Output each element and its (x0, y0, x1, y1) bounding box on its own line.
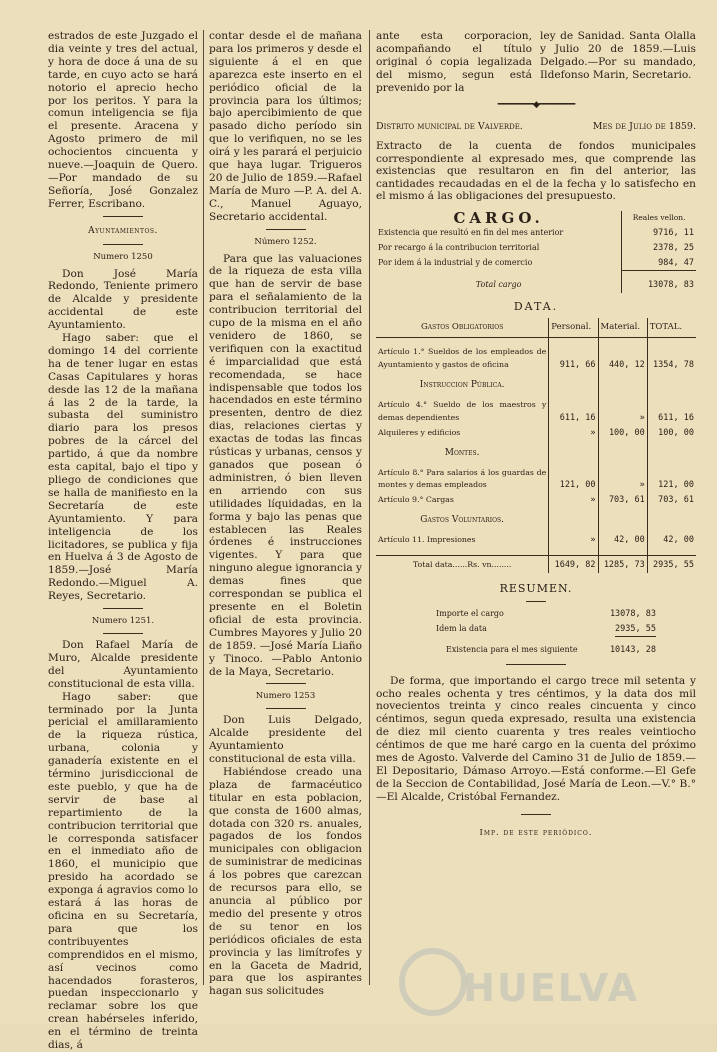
cargo-label: Por recargo á la contribucion territorial (378, 242, 540, 252)
table-row (376, 426, 696, 441)
resumen-label: Idem la data (436, 623, 487, 633)
divider (266, 229, 306, 230)
cell-material: 703, 61 (598, 493, 647, 508)
table-row (376, 241, 696, 256)
table-row (376, 533, 696, 555)
cell-personal: 911, 66 (549, 338, 598, 373)
ornament-divider: ━━━━━━━━◆━━━━━━━━ (497, 99, 575, 110)
column-rule (369, 30, 370, 985)
notice-title: Don José María Redondo, Teniente primero de Alcalde y presidente accidental de este Ayuntamiento. (48, 267, 198, 332)
cell-total: 100, 00 (647, 426, 696, 441)
divider (506, 664, 566, 665)
resumen-row (376, 622, 696, 638)
notice-title: Don Rafael María de Muro, Alcalde presidente del Ayuntamiento constitucional de esta villa. (48, 638, 198, 690)
table-row (376, 338, 696, 373)
notice-body: Hago saber: que el domingo 14 del corriente ha de tener lugar en estas Casas Capitulares y horas desde las 12 de la mañana á las 2 de la tarde, la subasta del suministro diario para los presos pobres de la cárcel del partido, á que da nombre esta capital, bajo el tipo y pliego de condiciones que se halla de manifiesto en la Secretaría de este Ayuntamiento. Y para inteligencia de los licitadores, se publica y fija en Huelva á 3 de Agosto de 1859.—José María Redondo.—Miguel A. Reyes, Secretario. (48, 332, 198, 603)
total-row (376, 556, 696, 573)
resumen-total-row (376, 638, 696, 658)
row-label: Artículo 4.° Sueldo de los maestros y demas dependientes (378, 399, 547, 422)
section-label: Instruccion Pública. (419, 380, 505, 390)
cell-total: 121, 00 (647, 466, 696, 494)
cell-total: 611, 16 (647, 398, 696, 426)
resumen-amount: 13078, 83 (609, 608, 656, 619)
table-row (376, 226, 696, 241)
mes-label: Mes de Julio de 1859. (592, 121, 696, 133)
resumen-label: Importe el cargo (436, 608, 504, 618)
cell-personal: » (549, 533, 598, 555)
cargo-total: 13078, 83 (622, 271, 696, 293)
cargo-title: CARGO. (453, 208, 544, 227)
cell-material: » (598, 466, 647, 494)
divider (103, 633, 143, 634)
watermark-text: HUELVA (463, 966, 639, 1010)
total-personal: 1649, 82 (549, 556, 598, 573)
distrito-label: Distrito municipal de Valverde. (376, 121, 523, 133)
row-label: Artículo 1.° Sueldos de los empleados de Ayuntamiento y gastos de oficina (378, 347, 547, 370)
row-label: Alquileres y edificios (378, 427, 461, 437)
text-right: ley de Sanidad. Santa Olalla y Julio 20 de 1859.—Luis Delgado.—Por su mandado, Ildefonso Marin, Secretario. (540, 30, 696, 81)
resumen-row (376, 607, 696, 622)
col-header: Material. (598, 318, 647, 337)
data-title: DATA. (513, 300, 559, 314)
cargo-label: Por idem á la industrial y de comercio (378, 258, 533, 268)
cell-material: 42, 00 (598, 533, 647, 555)
divider (521, 814, 551, 815)
resumen-amount: 2935, 55 (615, 623, 656, 637)
table-row (376, 493, 696, 508)
table-row (376, 398, 696, 426)
section-row (376, 441, 696, 466)
total-total: 2935, 55 (647, 556, 696, 573)
cargo-column-header: Reales vellon. (622, 211, 696, 226)
row-label: Artículo 9.° Cargas (378, 495, 454, 505)
continued-notice: contar desde el de mañana para los primeros y desde el siguiente á el en que aparezca este inserto en el periódico oficial de la provincia para los últimos; bajo apercibimiento de que pasado dicho período sin que lo verifiquen, no se les oirá y les parará el perjuicio que haya lugar. Trigueros 20 de Julio de 1859.—Rafael María de Muro —P. A. del A. C., Manuel Aguayo, Secretario accidental. (209, 30, 362, 223)
cell-material: 100, 00 (598, 426, 647, 441)
notice-number: Numero 1251. (91, 616, 155, 627)
cargo-label: Existencia que resultó en fin del mes anterior (378, 227, 564, 237)
divider (526, 601, 546, 602)
cargo-table (376, 208, 696, 294)
cell-material: » (598, 398, 647, 426)
column-3 (376, 30, 696, 840)
section-label: Gastos Voluntarios. (420, 515, 504, 526)
watermark-logo-icon (399, 948, 467, 1016)
text-left: ante esta corporacion, acompañando el título original ó copia legalizada del mismo, segun está prevenido por la (376, 30, 532, 94)
row-label: Artículo 8.° Para salarios á los guardas de montes y demas empleados (378, 467, 547, 490)
cargo-amount: 9716, 11 (622, 226, 696, 241)
column-1 (48, 30, 198, 1052)
cell-personal: » (549, 493, 598, 508)
closing-paragraph: De forma, que importando el cargo trece mil setenta y ocho reales ochenta y tres céntimos, y la data dos mil novecientos treinta y cinco reales cincuenta y cinco céntimos, segun queda expresado, resulta una existencia de diez mil ciento cuarenta y tres reales veintiocho céntimos de que me haré cargo en la cuenta del próximo mes de Agosto. Valverde del Camino 31 de Julio de 1859.—El Depositario, Dámaso Arroyo.—Está conforme.—El Gefe de la Seccion de Contabilidad, José María de Leon.—V.° B.°—El Alcalde, Cristóbal Fernandez. (376, 674, 696, 803)
notice-number: Numero 1250 (93, 251, 153, 262)
notice-title: Don Luis Delgado, Alcalde presidente del Ayuntamiento constitucional de esta villa. (209, 714, 362, 766)
divider (103, 216, 143, 217)
resumen-title: RESUMEN. (499, 581, 573, 595)
cargo-amount: 2378, 25 (622, 241, 696, 256)
notice-number: Número 1252. (254, 236, 317, 247)
table-row (376, 256, 696, 271)
col-header: Gastos Obligatorios (376, 318, 549, 337)
cell-total: 42, 00 (647, 533, 696, 555)
row-label: Artículo 11. Impresiones (378, 535, 476, 545)
data-table (376, 318, 696, 573)
table-row (376, 271, 696, 293)
divider (103, 608, 143, 609)
notice-body: Para que las valuaciones de la riqueza de esta villa que han de servir de base para el señalamiento de la contribucion territorial del cupo de la misma en el año venidero de 1860, se verifiquen con la exactitud é imparcialidad que está recomendada, se hace indispensable que todos los hacendados en este término presenten, dentro de diez dias, relaciones ciertas y exactas de todas las fincas rústicas y urbanas, censos y ganados que posean ó administren, ó bien lleven en arriendo con sus utilidades líquidadas, en la forma y bajo las penas que establecen las Reales órdenes é instrucciones vigentes. Y para que ninguno alegue ignorancia y demas fines que correspondan se publica el presente en el Boletin oficial de esta provincia. Cumbres Mayores y Julio 20 de 1859. —José María Liaño y Tinoco. —Pablo Antonio de la Maya, Secretario. (209, 252, 362, 678)
cargo-total-label: Total cargo (475, 280, 522, 290)
section-row (376, 508, 696, 533)
section-heading: Ayuntamientos. (88, 225, 158, 236)
account-header (376, 121, 696, 134)
total-material: 1285, 73 (598, 556, 647, 573)
column-rule (203, 30, 204, 985)
divider (103, 244, 143, 245)
divider (266, 683, 306, 684)
col-header: TOTAL. (647, 318, 696, 337)
section-row (376, 373, 696, 398)
extracto-paragraph: Extracto de la cuenta de fondos municipales correspondiente al expresado mes, que comprende las existencias que resultaron en fin del anterior, las cantidades recaudadas en el de la fecha y lo satisfecho en el mismo á las obligaciones del presupuesto. (376, 140, 696, 203)
total-label: Total data......Rs. vn........ (376, 556, 549, 573)
cell-personal: » (549, 426, 598, 441)
col-header: Personal. (549, 318, 598, 337)
resumen-total-label: Existencia para el mes siguiente (446, 644, 578, 654)
column-2 (209, 30, 362, 998)
notice-body: Hago saber: que terminado por la Junta pericial el amillaramiento de la riqueza rústica, urbana, colonia y ganadería existente en el término jurisdiccional de este pueblo, y que ha de servir de base al repartimiento de la contribucion territorial que le corresponda satisfacer en el inmediato año de 1860, el municipio que presido ha acordado se exponga á agravios como lo estará á las horas de oficina en su Secretaría, para que los contribuyentes comprendidos en el mismo, así vecinos como hacendados forasteros, puedan inspeccionarlo y reclamar sobre los que crean habérseles inferido, en el término de treinta dias, á (48, 690, 198, 1052)
divider (266, 708, 306, 709)
cell-personal: 611, 16 (549, 398, 598, 426)
cell-material: 440, 12 (598, 338, 647, 373)
resumen-total: 10143, 28 (609, 644, 656, 655)
cell-personal: 121, 00 (549, 466, 598, 494)
cell-total: 1354, 78 (647, 338, 696, 373)
imprint: Imp. de este periódico. (479, 827, 593, 838)
santa-olalla-notice-end (376, 30, 696, 95)
section-label: Montes. (444, 447, 480, 458)
continued-notice: estrados de este Juzgado el dia veinte y tres del actual, y hora de doce á una de su tarde, en cuyo acto se hará notorio el aprecio hecho por los peritos. Y para la comun inteligencia se fija el presente. Aracena y Agosto primero de mil ochocientos cincuenta y nueve.—Joaquin de Quero. —Por mandado de su Señoría, José Gonzalez Ferrer, Escribano. (48, 30, 198, 210)
notice-number: Numero 1253 (255, 691, 316, 702)
notice-body: Habiéndose creado una plaza de farmacéutico titular en esta poblacion, que consta de 1600 almas, dotada con 320 rs. anuales, pagados de los fondos municipales con obligacion de suministrar de medicinas á los pobres que carezcan de recursos para ello, se anuncia al público por medio del presente y otros de su tenor en los periódicos oficiales de esta provincia y las limítrofes y en la Gaceta de Madrid, para que los aspirantes hagan sus solicitudes (209, 765, 362, 998)
resumen-block (376, 607, 696, 658)
cell-total: 703, 61 (647, 493, 696, 508)
cargo-amount: 984, 47 (622, 256, 696, 271)
table-row (376, 466, 696, 494)
